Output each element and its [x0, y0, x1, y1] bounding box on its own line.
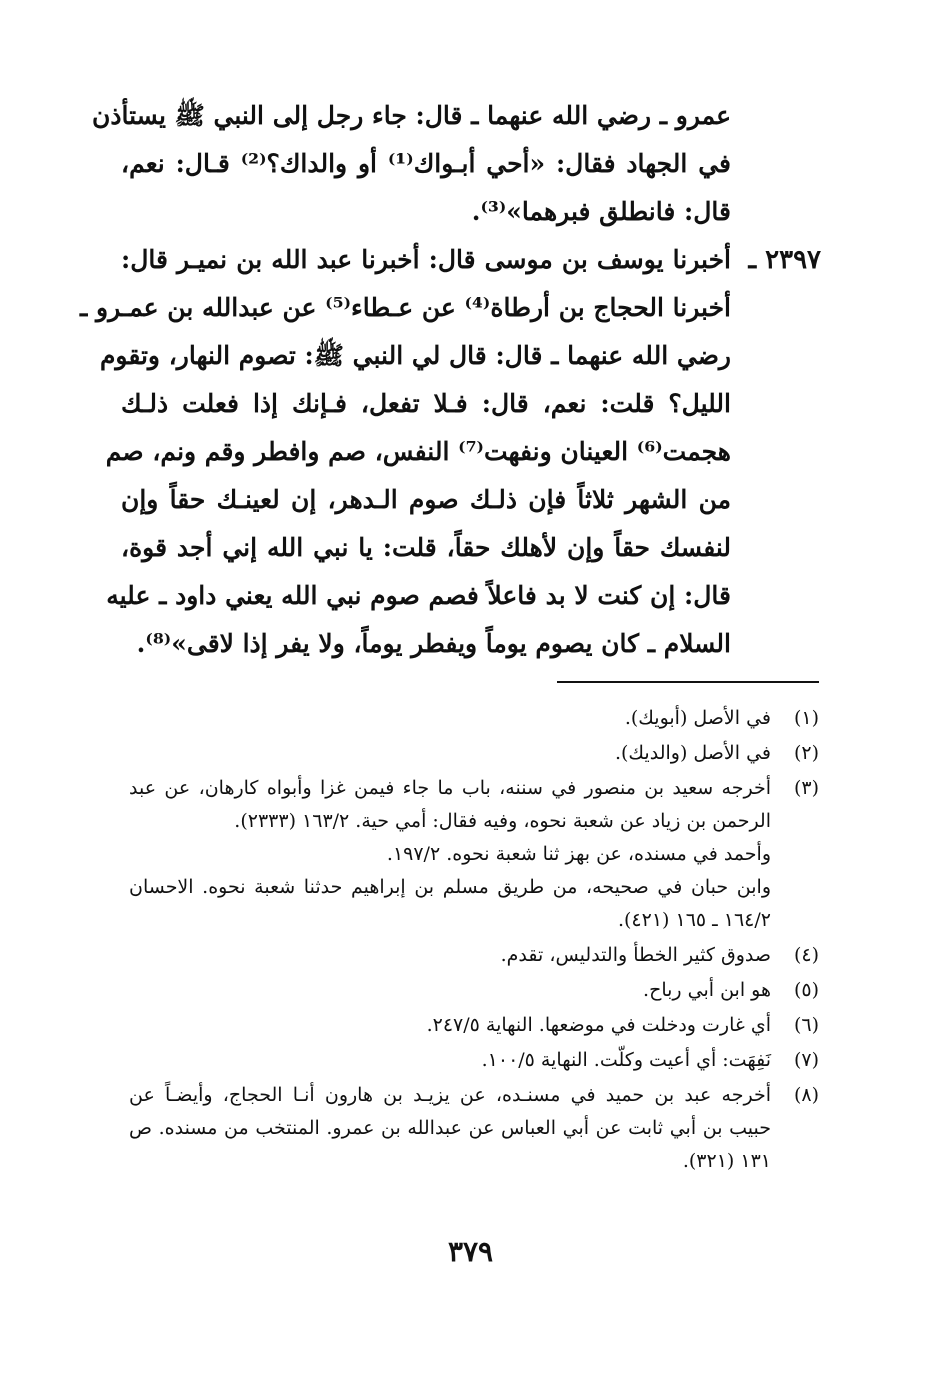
footnote-line: في الأصل (والديك).	[614, 742, 771, 764]
footnote-4	[129, 939, 819, 972]
text-line: هجمت⁽⁶⁾ العينان ونفهت⁽⁷⁾ النفس، صم وافطر وقم ونم، صم	[105, 437, 731, 466]
footnote-number: (٧)	[793, 1049, 819, 1071]
text-line: قال: إن كنت لا بد فاعلاً فصم صوم نبي الله يعني داود ـ عليه	[106, 581, 731, 610]
footnote-number: (٨)	[793, 1084, 819, 1106]
footnote-line: أخرجه سعيد بن منصور في سننه، باب ما جاء فيمن غزا وأبواه كارهان، عن عبد	[129, 777, 771, 799]
footnote-line: وابن حبان في صحيحه، من طريق مسلم بن إبراهيم حدثنا شعبة نحوه. الاحسان	[129, 876, 771, 898]
footnote-line: الرحمن بن زياد عن شعبة نحوه، وفيه فقال: أمي حية. ١٦٣/٢ (٢٣٣٣).	[234, 810, 771, 832]
text-line: رضي الله عنهما ـ قال: قال لي النبي ﷺ: تصوم النهار، وتقوم	[99, 341, 731, 370]
footnote-3	[129, 772, 819, 937]
text-line: لنفسك حقاً وإن لأهلك حقاً، قلت: يا نبي الله إني أجد قوة،	[121, 533, 731, 562]
footnote-line: حبيب بن أبي ثابت عن أبي العباس عن عبدالله بن عمرو. المنتخب من مسنده. ص	[129, 1117, 771, 1139]
text-line: من الشهر ثلاثاً فإن ذلـك صوم الـدهر، إن لعينـك حقاً وإن	[121, 485, 731, 514]
footnote-6	[129, 1009, 819, 1042]
footnote-number: (٦)	[793, 1014, 819, 1036]
footnote-line: صدوق كثير الخطأ والتدليس، تقدم.	[500, 944, 771, 966]
text-line: في الجهاد فقال: «أحي أبـواك⁽¹⁾ أو والداك؟⁽²⁾ قـال: نعم،	[121, 149, 731, 178]
text-line: عمرو ـ رضي الله عنهما ـ قال: جاء رجل إلى النبي ﷺ يستأذن	[91, 101, 731, 130]
footnote-line: هو ابن أبي رباح.	[643, 979, 771, 1001]
footnote-separator	[557, 681, 819, 683]
footnote-line: وأحمد في مسنده، عن بهز ثنا شعبة نحوه. ١٩٧/٢.	[386, 843, 771, 865]
main-text-continuation	[91, 92, 731, 236]
text-line: أخبرنا الحجاج بن أرطاة⁽⁴⁾ عن عـطاء⁽⁵⁾ عن عبدالله بن عمـرو ـ	[80, 293, 731, 322]
footnote-number: (٢)	[793, 742, 819, 764]
footnote-number: (٥)	[793, 979, 819, 1001]
text-line: قال: فانطلق فبرهما»⁽³⁾.	[471, 197, 731, 226]
footnote-2	[129, 737, 819, 770]
text-line: الليل؟ قلت: نعم، قال: فـلا تفعل، فـإنك إذا فعلت ذلـك	[121, 389, 731, 418]
text-line: أخبرنا يوسف بن موسى قال: أخبرنا عبد الله بن نميـر قال:	[121, 245, 731, 274]
footnote-line: أخرجه عبد بن حميد في مسنـده، عن يزيـد بن هارون أنـا الحجاج، وأيضـاً عن	[129, 1084, 771, 1106]
footnote-line: نَفِهَت: أي أعيت وكلّت. النهاية ١٠٠/٥.	[481, 1049, 771, 1071]
text-line: السلام ـ كان يصوم يوماً ويفطر يوماً، ولا يفر إذا لاقى»⁽⁸⁾.	[136, 629, 731, 658]
footnote-number: (٤)	[793, 944, 819, 966]
footnote-number: (٣)	[793, 777, 819, 799]
footnote-7	[129, 1044, 819, 1077]
footnote-8	[129, 1079, 819, 1178]
hadith-number: ٢٣٩٧ ـ	[748, 245, 821, 275]
footnote-line: ١٦٤/٢ ـ ١٦٥ (٤٢١).	[617, 909, 771, 931]
footnote-5	[129, 974, 819, 1007]
hadith-text	[80, 236, 731, 668]
page-number: ٣٧٩	[447, 1235, 494, 1268]
footnote-line: أي غارت ودخلت في موضعها. النهاية ٢٤٧/٥.	[426, 1014, 771, 1036]
footnote-number: (١)	[793, 707, 819, 729]
footnote-1	[129, 702, 819, 735]
footnotes	[129, 702, 819, 1180]
footnote-line: ١٣١ (٣٢١).	[682, 1150, 771, 1172]
footnote-line: في الأصل (أبويك).	[624, 707, 771, 729]
